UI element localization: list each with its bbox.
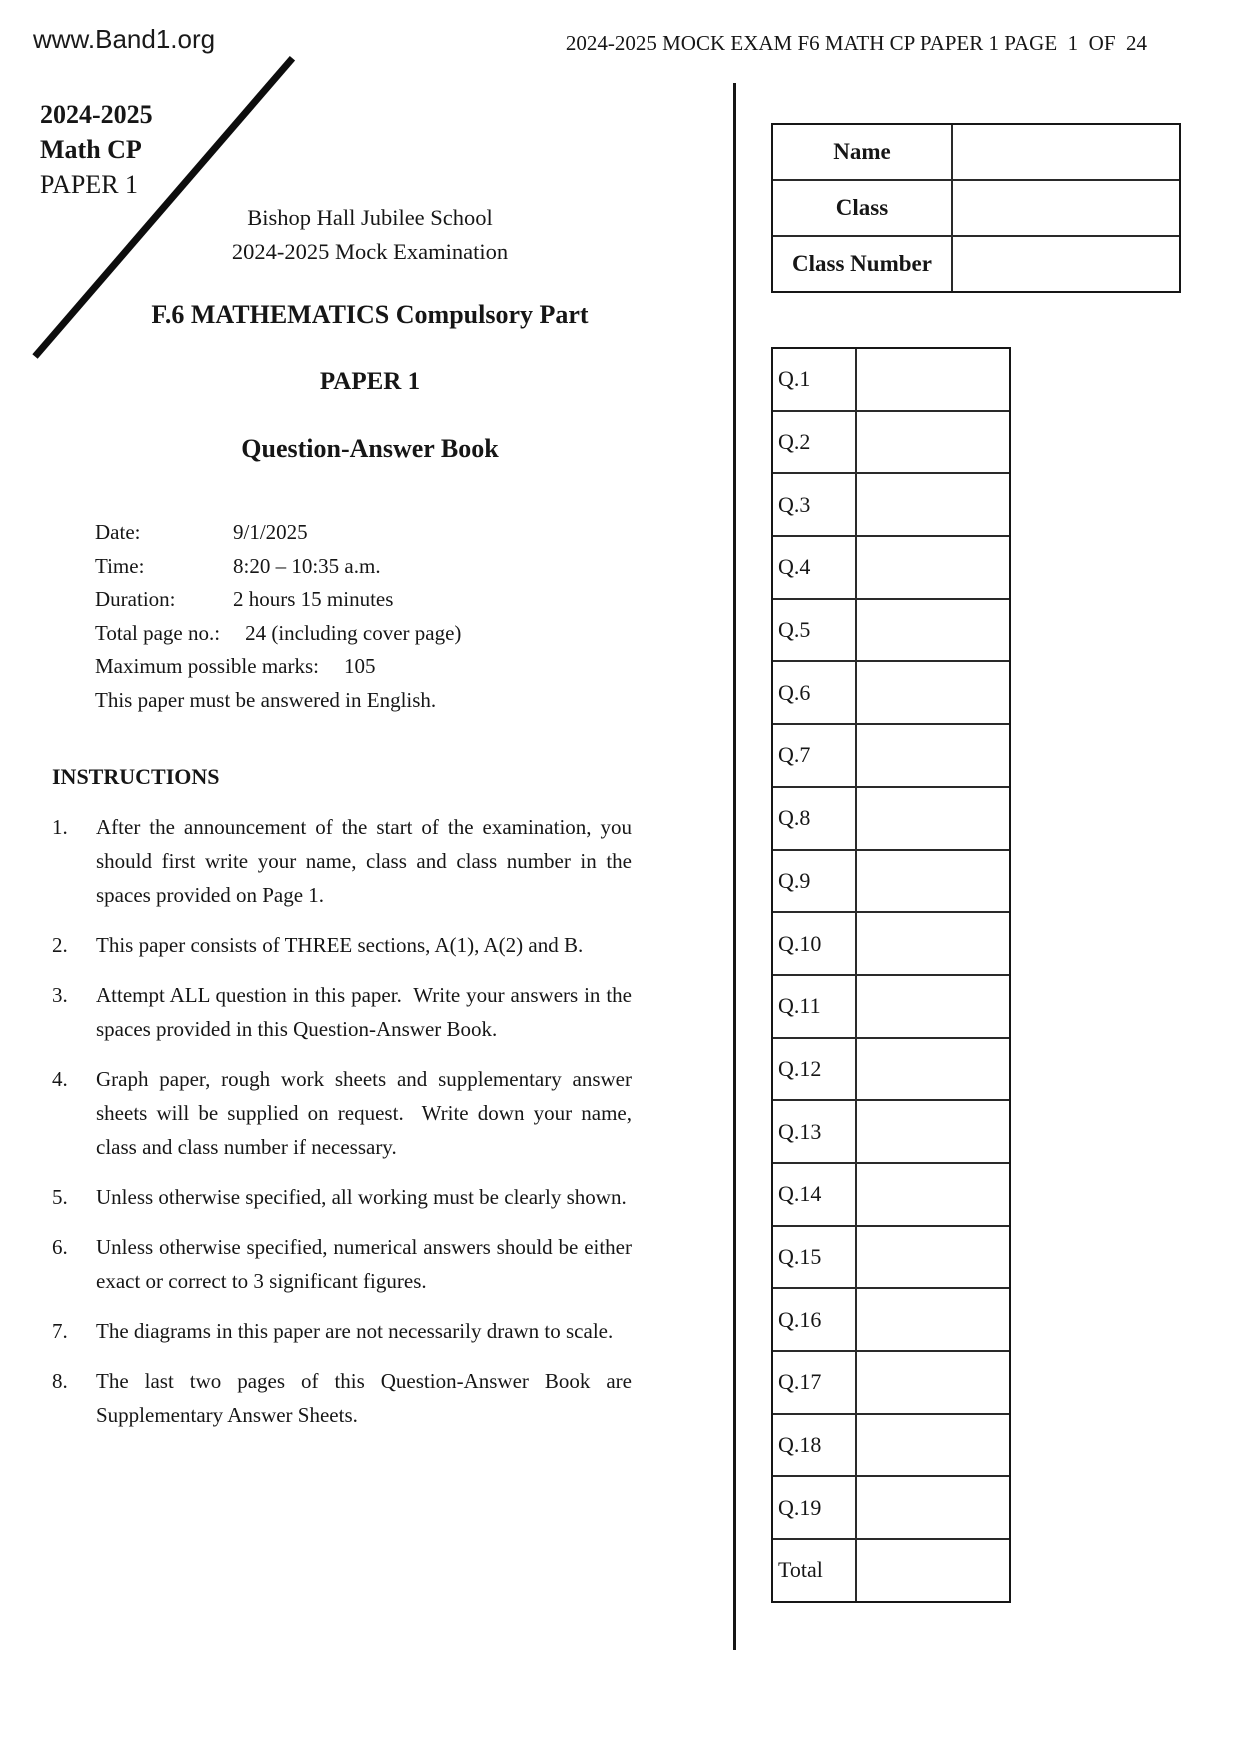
marks-table-row (773, 662, 1009, 725)
book-heading: Question-Answer Book (241, 434, 499, 463)
title-year: 2024-2025 (40, 100, 153, 129)
paper-title-block (40, 97, 153, 202)
marks-table-row (773, 1477, 1009, 1540)
instruction-item (52, 928, 632, 962)
instruction-text: The last two pages of this Question-Answer Book are Supplementary Answer Sheets. (96, 1369, 638, 1427)
class-input-cell[interactable] (953, 181, 1179, 235)
instruction-item (52, 1180, 632, 1214)
student-info-row (773, 125, 1179, 181)
question-label-cell: Q.14 (773, 1164, 857, 1225)
instruction-text: After the announcement of the start of the examination, you should first write your name, class and class number in the spaces provided on Page 1. (96, 815, 638, 907)
marks-table-row (773, 1164, 1009, 1227)
score-cell[interactable] (857, 976, 1009, 1037)
time-value: 8:20 – 10:35 a.m. (233, 553, 381, 578)
marks-table-row (773, 788, 1009, 851)
question-label-cell: Q.2 (773, 412, 857, 473)
paper-heading: PAPER 1 (319, 368, 421, 395)
instruction-number: 5. (52, 1185, 68, 1209)
question-label-cell: Q.1 (773, 349, 857, 410)
class-label-cell: Class (773, 181, 953, 235)
duration-label: Duration: (95, 587, 176, 612)
page-header-text: 2024-2025 MOCK EXAM F6 MATH CP PAPER 1 PAGE 1 OF 24 (565, 31, 1147, 55)
total-label-cell: Total (773, 1540, 857, 1601)
question-label-cell: Q.3 (773, 474, 857, 535)
score-cell[interactable] (857, 474, 1009, 535)
pages-value: 24 (including cover page) (245, 620, 462, 645)
marks-table-row (773, 976, 1009, 1039)
instruction-number: 1. (52, 815, 68, 839)
question-label-cell: Q.10 (773, 913, 857, 974)
pages-label: Total page no.: (95, 620, 221, 645)
question-label-cell: Q.9 (773, 851, 857, 912)
marks-table-row (773, 600, 1009, 663)
instruction-item (52, 1062, 638, 1164)
total-score-cell[interactable] (857, 1540, 1009, 1601)
exam-details (95, 516, 461, 718)
question-label-cell: Q.19 (773, 1477, 857, 1538)
score-cell[interactable] (857, 662, 1009, 723)
time-label: Time: (95, 553, 145, 578)
score-cell[interactable] (857, 349, 1009, 410)
question-label-cell: Q.8 (773, 788, 857, 849)
student-info-row (773, 237, 1179, 291)
instruction-text: Graph paper, rough work sheets and supplementary answer sheets will be supplied on request. Write down your name, class and class number if necessary. (96, 1067, 638, 1159)
question-label-cell: Q.7 (773, 725, 857, 786)
exam-name: 2024-2025 Mock Examination (231, 239, 509, 264)
score-cell[interactable] (857, 1415, 1009, 1476)
instruction-text: The diagrams in this paper are not necessarily drawn to scale. (96, 1319, 614, 1343)
score-cell[interactable] (857, 1289, 1009, 1350)
date-label: Date: (95, 520, 141, 544)
instruction-number: 8. (52, 1369, 68, 1393)
question-label-cell: Q.18 (773, 1415, 857, 1476)
instruction-text: Unless otherwise specified, numerical answers should be either exact or correct to 3 significant figures. (96, 1235, 638, 1293)
marks-table-row (773, 537, 1009, 600)
class-number-input-cell[interactable] (953, 237, 1179, 291)
score-cell[interactable] (857, 1227, 1009, 1288)
marks-table-row (773, 1101, 1009, 1164)
school-block (45, 201, 695, 269)
date-row (95, 516, 461, 550)
date-value: 9/1/2025 (233, 520, 308, 544)
question-label-cell: Q.4 (773, 537, 857, 598)
marks-table-row (773, 1289, 1009, 1352)
question-label-cell: Q.13 (773, 1101, 857, 1162)
marks-table-row (773, 913, 1009, 976)
band1-watermark: www.Band1.org (33, 24, 216, 54)
vertical-divider-line (733, 83, 736, 1650)
marks-table-row (773, 725, 1009, 788)
duration-value: 2 hours 15 minutes (233, 587, 394, 612)
marks-table-row (773, 1227, 1009, 1290)
question-label-cell: Q.17 (773, 1352, 857, 1413)
name-input-cell[interactable] (953, 125, 1179, 179)
instruction-text: Attempt ALL question in this paper. Write your answers in the spaces provided in this Question-Answer Book. (96, 983, 638, 1041)
marks-label: Maximum possible marks: (95, 654, 319, 679)
name-label-cell: Name (773, 125, 953, 179)
instructions-list (52, 810, 638, 1448)
marks-table-row (773, 1039, 1009, 1102)
pages-row (95, 617, 461, 651)
school-name: Bishop Hall Jubilee School (247, 205, 493, 230)
marks-table-row (773, 1352, 1009, 1415)
score-cell[interactable] (857, 1477, 1009, 1538)
score-cell[interactable] (857, 537, 1009, 598)
marks-value: 105 (344, 654, 376, 679)
score-cell[interactable] (857, 1101, 1009, 1162)
marks-table-row (773, 1540, 1009, 1601)
language-note: This paper must be answered in English. (95, 687, 437, 712)
student-info-table (771, 123, 1181, 293)
score-cell[interactable] (857, 1164, 1009, 1225)
marks-table-row (773, 851, 1009, 914)
score-cell[interactable] (857, 851, 1009, 912)
instruction-text: This paper consists of THREE sections, A(1), A(2) and B. (96, 933, 584, 957)
question-label-cell: Q.16 (773, 1289, 857, 1350)
instruction-item (52, 810, 638, 912)
title-subject: Math CP (40, 135, 142, 164)
marks-row (95, 650, 461, 684)
instruction-item (52, 1230, 638, 1298)
instruction-item (52, 1314, 632, 1348)
time-row (95, 550, 461, 584)
subject-heading: F.6 MATHEMATICS Compulsory Part (151, 300, 589, 329)
duration-row (95, 583, 461, 617)
marks-table-row (773, 412, 1009, 475)
instruction-number: 2. (52, 933, 68, 957)
question-label-cell: Q.15 (773, 1227, 857, 1288)
score-cell[interactable] (857, 725, 1009, 786)
instruction-number: 3. (52, 983, 68, 1007)
question-label-cell: Q.11 (773, 976, 857, 1037)
question-label-cell: Q.6 (773, 662, 857, 723)
question-label-cell: Q.5 (773, 600, 857, 661)
score-cell[interactable] (857, 412, 1009, 473)
instruction-item (52, 978, 638, 1046)
score-cell[interactable] (857, 788, 1009, 849)
instruction-item (52, 1364, 638, 1432)
instruction-text: Unless otherwise specified, all working must be clearly shown. (96, 1185, 627, 1209)
instruction-number: 6. (52, 1235, 68, 1259)
title-paper: PAPER 1 (40, 170, 139, 199)
marks-table-row (773, 349, 1009, 412)
instruction-number: 7. (52, 1319, 68, 1343)
marks-table-row (773, 1415, 1009, 1478)
question-label-cell: Q.12 (773, 1039, 857, 1100)
instructions-heading: INSTRUCTIONS (52, 764, 220, 789)
score-cell[interactable] (857, 913, 1009, 974)
score-cell[interactable] (857, 1039, 1009, 1100)
marks-table-row (773, 474, 1009, 537)
class-number-label-cell: Class Number (773, 237, 953, 291)
student-info-row (773, 181, 1179, 237)
instruction-number: 4. (52, 1067, 68, 1091)
score-cell[interactable] (857, 1352, 1009, 1413)
marks-table (771, 347, 1011, 1603)
score-cell[interactable] (857, 600, 1009, 661)
